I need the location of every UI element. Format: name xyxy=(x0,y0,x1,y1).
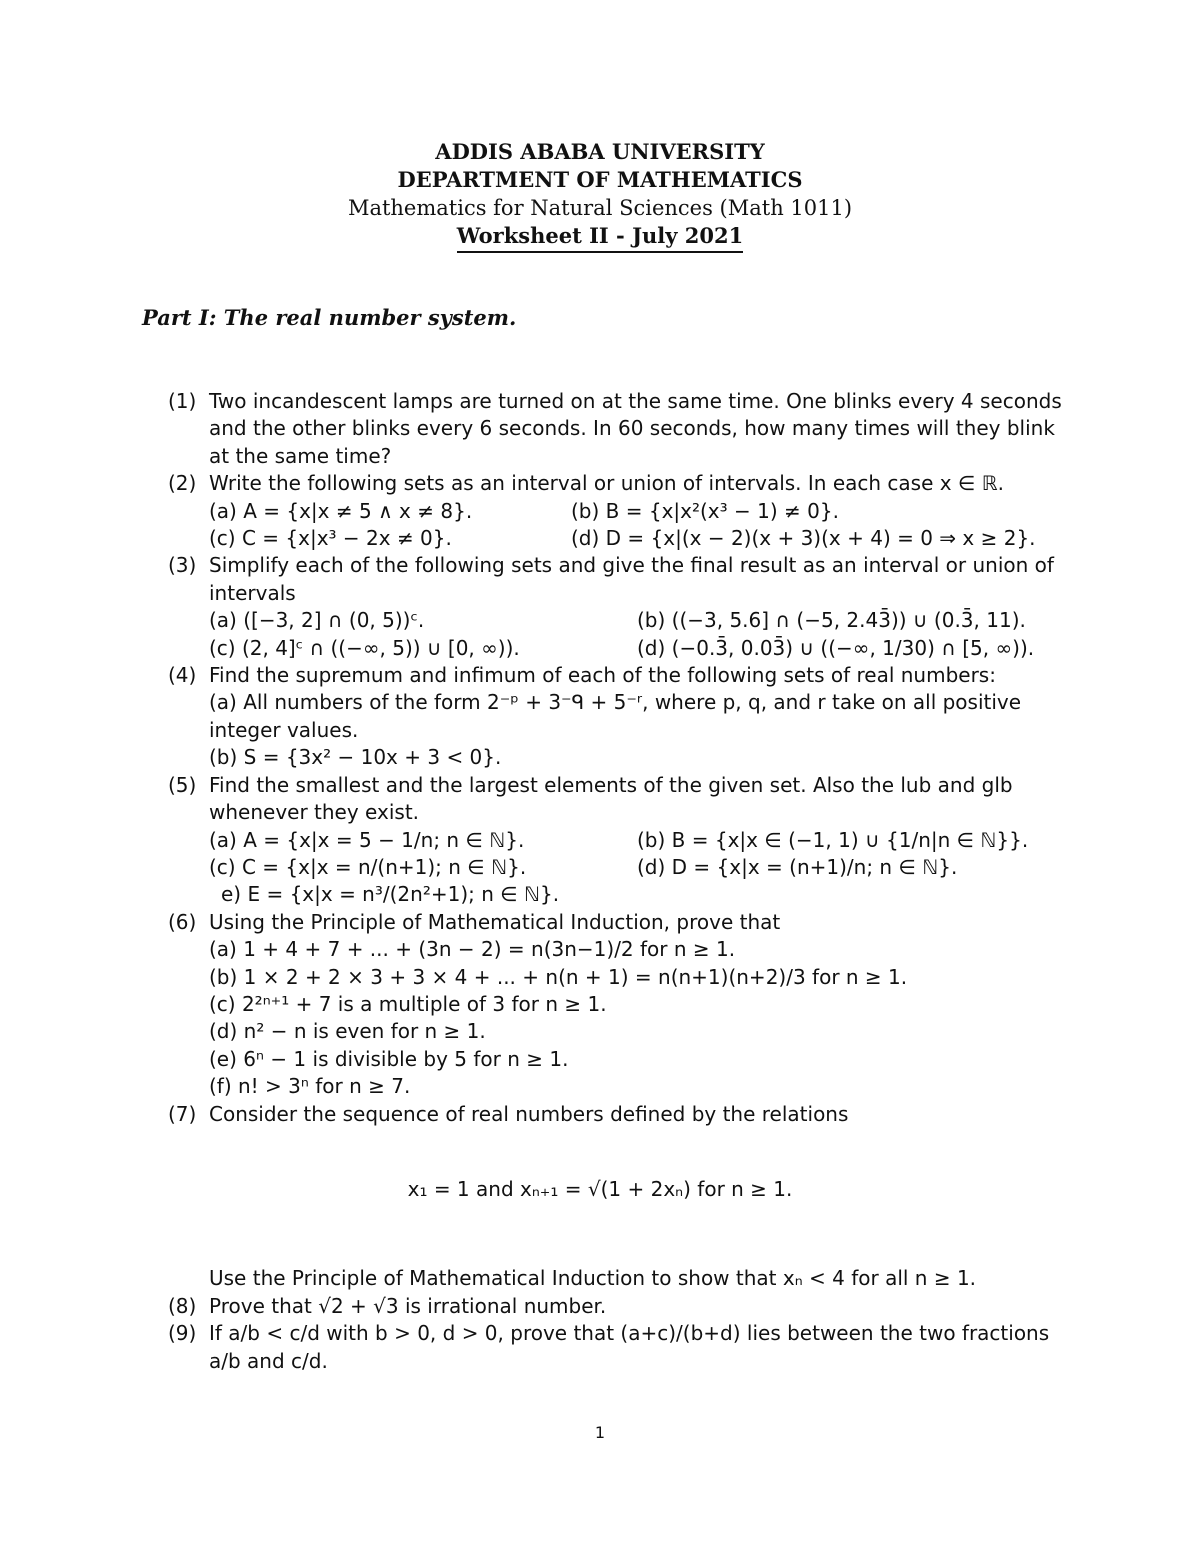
subquestion-row xyxy=(209,607,1068,634)
subquestion-row xyxy=(209,525,1068,552)
subquestion-c: (c) C = {x|x³ − 2x ≠ 0}. xyxy=(209,526,452,551)
question-5 xyxy=(168,772,1068,909)
worksheet-title: Worksheet II - July 2021 xyxy=(457,222,743,253)
question-text: Consider the sequence of real numbers defined by the relations xyxy=(209,1101,849,1126)
question-number: (4) xyxy=(168,663,197,688)
university-name: ADDIS ABABA UNIVERSITY xyxy=(435,139,765,164)
question-number: (6) xyxy=(168,909,197,934)
question-text: Simplify each of the following sets and give the final result as an interval or union of intervals xyxy=(209,553,1054,605)
question-1 xyxy=(168,388,1068,470)
question-number: (9) xyxy=(168,1321,197,1346)
question-2 xyxy=(168,470,1068,552)
question-number: (1) xyxy=(168,389,197,413)
subquestion-c: (c) 2²ⁿ⁺¹ + 7 is a multiple of 3 for n ≥ 1. xyxy=(209,991,607,1016)
subquestion-a: (a) 1 + 4 + 7 + ... + (3n − 2) = n(3n−1)/2 for n ≥ 1. xyxy=(209,937,736,962)
question-4 xyxy=(168,662,1068,772)
subquestion-a: (a) A = {x|x = 5 − 1/n; n ∈ ℕ}. xyxy=(209,827,525,852)
question-followup: Use the Principle of Mathematical Induction to show that xₙ < 4 for all n ≥ 1. xyxy=(209,1266,977,1291)
subquestion-b: (b) B = {x|x²(x³ − 1) ≠ 0}. xyxy=(571,498,839,523)
page-number: 1 xyxy=(594,1423,606,1442)
subquestion-d: (d) D = {x|x = (n+1)/n; n ∈ ℕ}. xyxy=(637,854,958,879)
question-8 xyxy=(168,1293,1068,1320)
part-title: Part I: The real number system. xyxy=(142,305,517,330)
question-number: (2) xyxy=(168,471,197,496)
question-list xyxy=(168,388,1068,1375)
subquestion-b: (b) B = {x|x ∈ (−1, 1) ∪ {1/n|n ∈ ℕ}}. xyxy=(637,827,1029,852)
question-number: (3) xyxy=(168,553,197,578)
subquestion-e: (e) 6ⁿ − 1 is divisible by 5 for n ≥ 1. xyxy=(209,1046,569,1071)
subquestion-row xyxy=(209,854,1068,881)
question-text: If a/b < c/d with b > 0, d > 0, prove that (a+c)/(b+d) lies between the two fractions a/b and c/d. xyxy=(209,1321,1050,1373)
question-text: Two incandescent lamps are turned on at the same time. One blinks every 4 seconds and the other blinks every 6 seconds. In 60 seconds, how many times will they blink at the same time? xyxy=(209,389,1062,468)
question-number: (8) xyxy=(168,1293,197,1318)
subquestion-c: (c) (2, 4]ᶜ ∩ ((−∞, 5)) ∪ [0, ∞)). xyxy=(209,635,520,660)
subquestion-d: (d) n² − n is even for n ≥ 1. xyxy=(209,1019,486,1044)
subquestion-d: (d) D = {x|(x − 2)(x + 3)(x + 4) = 0 ⇒ x ≥ 2}. xyxy=(571,526,1036,551)
subquestion-c: (c) C = {x|x = n/(n+1); n ∈ ℕ}. xyxy=(209,854,527,879)
subquestion-row xyxy=(209,827,1068,854)
question-9 xyxy=(168,1320,1068,1375)
subquestion-a: (a) ([−3, 2] ∩ (0, 5))ᶜ. xyxy=(209,608,425,633)
question-text: Find the smallest and the largest elements of the given set. Also the lub and glb whenever they exist. xyxy=(209,772,1013,825)
subquestion-b: (b) S = {3x² − 10x + 3 < 0}. xyxy=(209,745,502,770)
question-text: Find the supremum and infimum of each of the following sets of real numbers: xyxy=(209,663,996,688)
subquestion-row xyxy=(209,635,1068,662)
question-number: (7) xyxy=(168,1101,197,1126)
department-name: DEPARTMENT OF MATHEMATICS xyxy=(397,167,803,192)
question-number: (5) xyxy=(168,772,197,797)
subquestion-b: (b) ((−3, 5.6] ∩ (−5, 2.43̄)) ∪ (0.3̄, 11). xyxy=(637,608,1026,633)
subquestion-b: (b) 1 × 2 + 2 × 3 + 3 × 4 + ... + n(n + 1) = n(n+1)(n+2)/3 for n ≥ 1. xyxy=(209,964,908,989)
question-text: Prove that √2 + √3 is irrational number. xyxy=(209,1293,607,1318)
subquestion-a: (a) A = {x|x ≠ 5 ∧ x ≠ 8}. xyxy=(209,498,473,523)
subquestion-f: (f) n! > 3ⁿ for n ≥ 7. xyxy=(209,1074,411,1099)
question-6 xyxy=(168,909,1068,1101)
question-text: Using the Principle of Mathematical Induction, prove that xyxy=(209,909,781,934)
question-3 xyxy=(168,552,1068,662)
recurrence-formula: x₁ = 1 and xₙ₊₁ = √(1 + 2xₙ) for n ≥ 1. xyxy=(407,1176,793,1201)
subquestion-d: (d) (−0.3̄, 0.03̄) ∪ ((−∞, 1/30) ∩ [5, ∞)). xyxy=(637,635,1035,660)
course-title: Mathematics for Natural Sciences (Math 1011) xyxy=(347,196,853,220)
question-7 xyxy=(168,1101,1068,1293)
document-header xyxy=(0,138,1200,253)
question-text: Write the following sets as an interval or union of intervals. In each case x ∈ ℝ. xyxy=(209,471,1004,496)
subquestion-a: (a) All numbers of the form 2⁻ᵖ + 3⁻ᑫ + 5⁻ʳ, where p, q, and r take on all positive integer values. xyxy=(209,690,1022,742)
subquestion-row xyxy=(209,498,1068,525)
subquestion-e: e) E = {x|x = n³/(2n²+1); n ∈ ℕ}. xyxy=(221,882,560,907)
